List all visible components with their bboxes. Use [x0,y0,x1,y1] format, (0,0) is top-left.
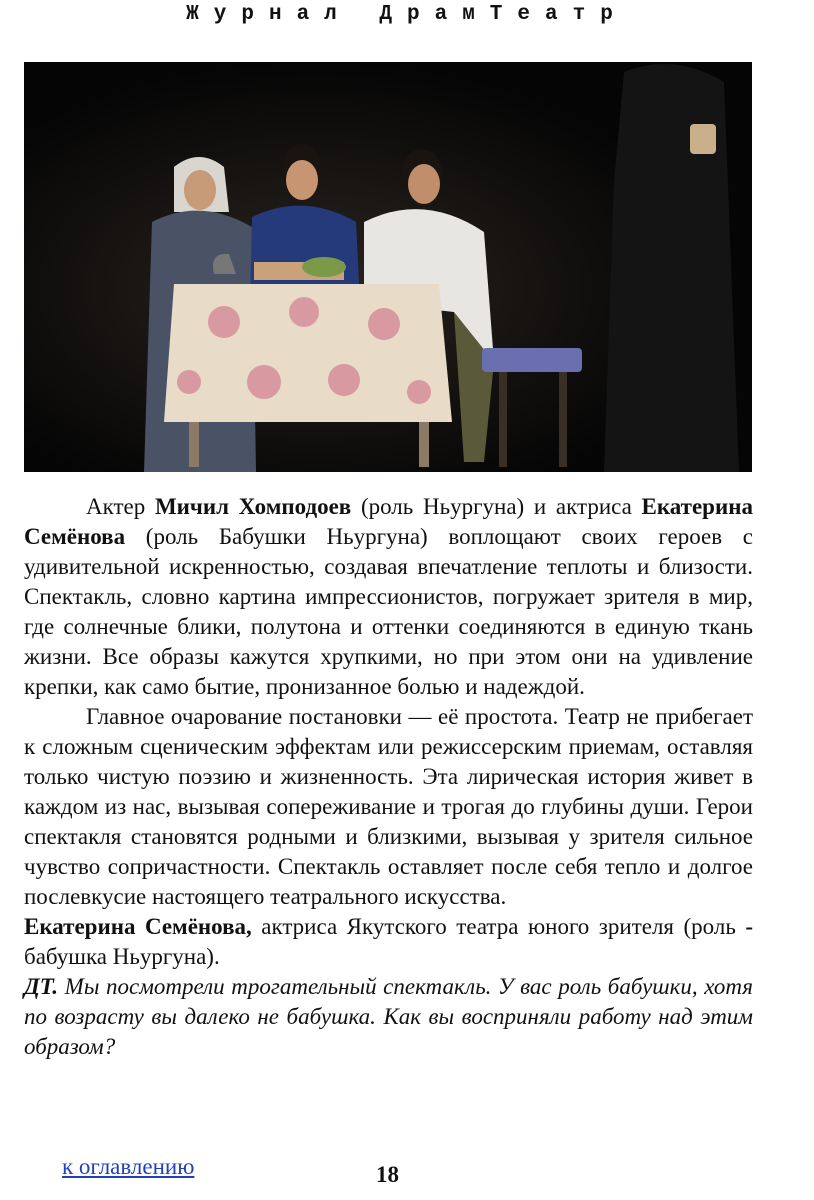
question-label: ДТ. [24,974,59,999]
interview-question [24,972,753,1062]
paragraph-1-part-3: (роль Бабушки Ньургуна) воплощают своих героев с удивительной искренностью, создавая впечатление теплоты и близости. Спектакль, словно картина импрессионистов, погружает зрителя в мир, где солнечные блики, полутона и оттенки соединяются в единую ткань жизни. Все образы кажутся хрупкими, но при этом они на удивление крепки, как само бытие, пронизанное болью и надеждой. [24,524,753,699]
actor-name-khompodoev: Мичил Хомподоев [154,494,352,519]
question-text: Мы посмотрели трогательный спектакль. У вас роль бабушки, хотя по возрасту вы далеко не бабушка. Как вы восприняли работу над этим образом? [24,974,753,1059]
role-dash: - [745,914,753,939]
paragraph-2: Главное очарование постановки — её простота. Театр не прибегает к сложным сценическим эффектам или режиссерским приемам, оставляя только чистую поэзию и жизненность. Эта лирическая история живет в каждом из нас, вызывая сопереживание и трогая до глубины души. Герои спектакля становятся родными и близкими, вызывая у зрителя сильное чувство сопричастности. Спектакль оставляет после себя тепло и долгое послевкусие настоящего театрального искусства. [24,704,753,909]
journal-header: Журнал ДрамТеатр [186,3,628,26]
actor-name-semenova: Екатерина Семёнова [24,494,753,549]
interviewee-intro [24,912,753,972]
paragraph-1-part-2: (роль Ньургуна) и актриса [351,494,642,519]
interviewee-description: актриса Якутского театра юного зрителя (роль [251,914,746,939]
paragraph-1-part-1: Актер [86,494,155,519]
figure-soldier [604,64,739,472]
interviewee-name: Екатерина Семёнова, [24,914,252,939]
page-number: 18 [376,1162,399,1187]
paragraph-1 [24,492,753,702]
interviewee-role: бабушка Ньургуна). [24,944,220,969]
stage-photo [24,62,752,472]
article-body [24,492,753,1062]
table-of-contents-link[interactable]: к оглавлению [62,1154,195,1179]
